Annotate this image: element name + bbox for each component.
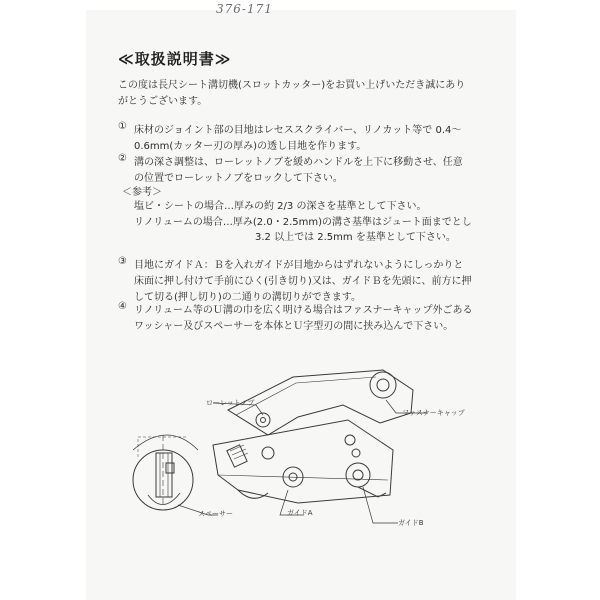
reference-line: リノリュームの場合…厚み(2.0・2.5mm)の溝さ基準はジュート面までとし	[134, 217, 472, 228]
document-title: ≪取扱説明書≫	[118, 50, 232, 68]
item-number: ④	[118, 301, 127, 312]
reference-heading: ＜参考＞	[122, 187, 162, 198]
reference-line: 3.2 以上では 2.5mm を基準として下さい。	[255, 232, 456, 243]
item-number: ③	[118, 256, 127, 267]
guide-b-label: ガイドB	[398, 519, 424, 527]
item-line: ワッシャー及びスペーサーを本体とＵ字型刃の間に挟み込んで下さい。	[134, 321, 454, 332]
knob-label: ローレットノブ	[206, 399, 255, 407]
item-line: 床面に押し付けて手前にひく(引き切り)又は、ガイドＢを先頭に、前方に押	[134, 276, 472, 287]
fastener-cap-label: ファスナーキャップ	[402, 409, 465, 417]
item-line: の位置でローレットノブをロックして下さい。	[134, 173, 343, 184]
handwritten-note: 376-171	[216, 2, 273, 16]
intro-line: この度は長尺シート溝切機(スロットカッター)をお買い上げいただき誠にあり	[118, 80, 466, 91]
item-line: 床材のジョイント部の目地はレセススクライバー、リノカット等で 0.4～	[134, 125, 462, 136]
item-line: 目地にガイドＡ：Ｂを入れガイドが目地からはずれないようにしっかりと	[134, 260, 464, 271]
spacer-label: スペーサー	[198, 510, 233, 518]
item-line: して切る(押し切り)の二通りの溝切りができます。	[134, 292, 362, 303]
item-line: 溝の深さ調整は、ローレットノブを緩めハンドルを上下に移動させ、任意	[134, 157, 463, 168]
item-line: リノリューム等のＵ溝の巾を広く明ける場合はファスナーキャップ外ごある	[134, 305, 473, 316]
reference-line: 塩ビ・シートの場合…厚みの約 2/3 の深さを基準として下さい。	[134, 201, 427, 212]
item-line: 0.6mm(カッター刃の厚み)の透し目地を作ります。	[134, 141, 367, 152]
guide-a-label: ガイドA	[287, 509, 313, 517]
item-number: ①	[118, 121, 127, 132]
intro-line: がとうございます。	[118, 96, 208, 107]
item-number: ②	[118, 153, 127, 164]
slot-cutter-diagram	[118, 365, 428, 545]
